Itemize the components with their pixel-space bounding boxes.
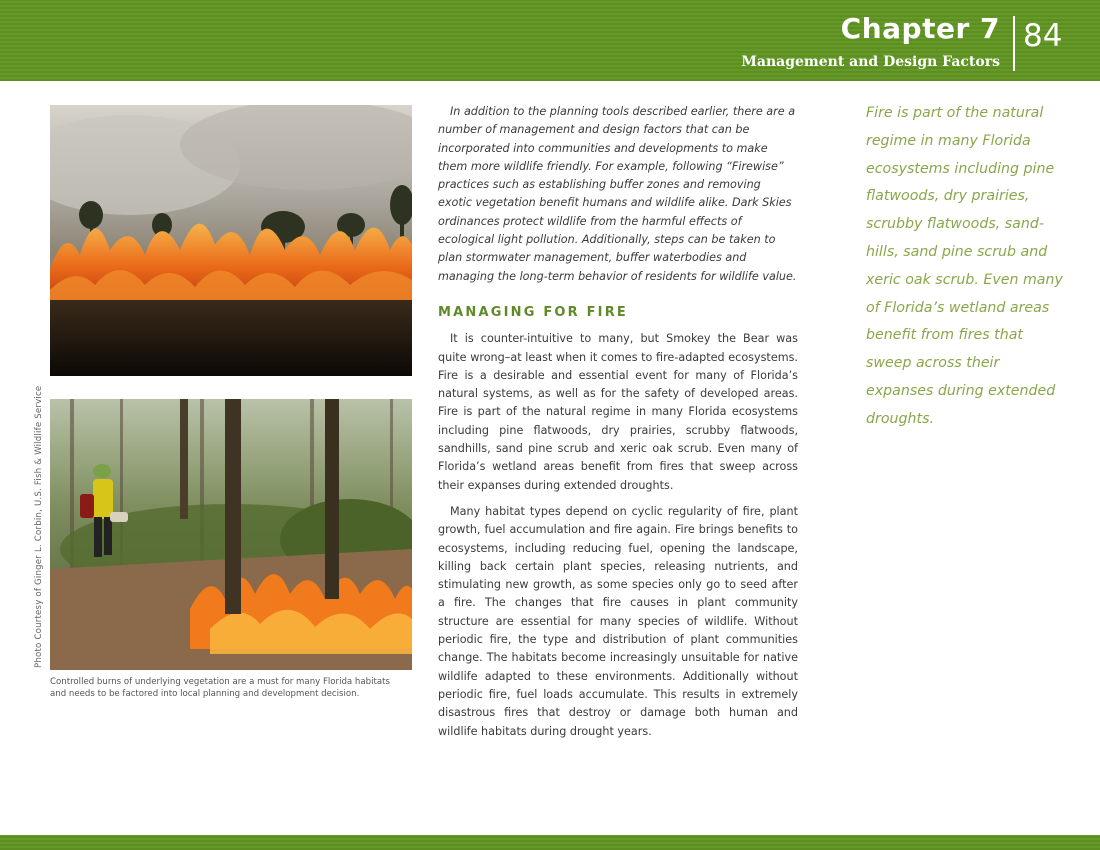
main-text-column xyxy=(438,103,798,749)
page-number: 84 xyxy=(1023,18,1063,54)
chapter-title: Chapter 7 xyxy=(840,12,1000,45)
fire-landscape-photo xyxy=(50,105,412,376)
header-bar xyxy=(0,0,1100,81)
body-paragraph: It is counter-intuitive to many, but Smokey the Bear was quite wrong–at least when it comes to fire-adapted ecosystems. Fire is a desirable and essential event for many of Florida’s natural systems, as well as for the safety of developed areas. Fire is part of the natural regime in many Florida ecosystems including pine flatwoods, dry prairies, scrubby flatwoods, sandhills, sand pine scrub and xeric oak scrub. Even many of Florida’s wetland areas benefit from fires that sweep across their expanses during extended droughts. xyxy=(438,332,798,492)
header-divider xyxy=(1013,16,1015,71)
photo-caption: Controlled burns of underlying vegetation are a must for many Florida habitats and needs to be factored into local planning and development decision. xyxy=(50,677,390,699)
footer-bar xyxy=(0,835,1100,850)
pull-quote: Fire is part of the natural regime in many Florida ecosystems including pine flatwoods, dry prairies, scrubby flatwoods, sand-hills, sand pine scrub and xeric oak scrub. Even many of Florida’s wetland areas benefit from fires that sweep across their expanses during extended droughts. xyxy=(866,105,1063,427)
body-paragraph: Many habitat types depend on cyclic regularity of fire, plant growth, fuel accumulation and fire again. Fire brings benefits to ecosystems, including reducing fuel, opening the landscape, killing back certain plant species, releasing nutrients, and stimulating new growth, as some species only go to seed after a fire. The changes that fire causes in plant community structure are essential for many species of wildlife. Without periodic fire, the type and distribution of plant communities change. The habitats become increasingly unsuitable for native wildlife adapted to these environments. Additionally without periodic fire, fuel loads accumulate. This results in extremely disastrous fires that destroy or damage both human and wildlife habitats during drought years. xyxy=(438,504,798,738)
section-heading: MANAGING FOR FIRE xyxy=(438,304,628,320)
chapter-subtitle: Management and Design Factors xyxy=(741,54,1000,70)
photo-credit: Photo Courtesy of Ginger L. Corbin, U.S. Fish & Wildlife Service xyxy=(34,385,44,668)
firefighter-burn-photo xyxy=(50,399,412,670)
intro-paragraph: In addition to the planning tools described earlier, there are a number of management and design factors that can be incorporated into communities and developments to make them more wildlife friendly. For example, following “Firewise” practices such as establishing buffer zones and removing exotic vegetation benefit humans and wildlife alike. Dark Skies ordinances protect wildlife from the harmful effects of ecological light pollution. Additionally, steps can be taken to plan stormwater management, buffer waterbodies and managing the long-term behavior of residents for wildlife value. xyxy=(438,105,797,283)
